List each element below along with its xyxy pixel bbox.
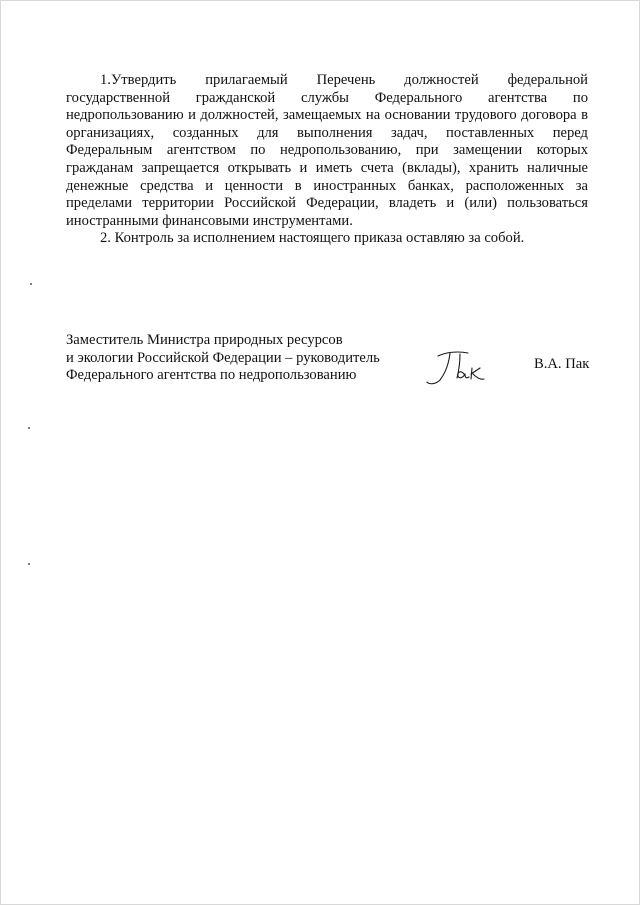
scan-artifact-dot bbox=[28, 427, 30, 429]
signer-title-line-2: и экологии Российской Федерации – руководитель bbox=[66, 349, 380, 366]
signer-name: В.А. Пак bbox=[534, 356, 590, 372]
paragraph-control: 2. Контроль за исполнением настоящего приказа оставляю за собой. bbox=[100, 230, 525, 247]
paragraph-approve-list: 1.Утвердить прилагаемый Перечень должностей федеральной государственной гражданской службы Федерального агентства по недропользованию и должностей, замещаемых на основании трудового договора в организациях, созданных для выполнения задач, поставленных перед Федеральным агентством по недропользованию, при замещении которых гражданам запрещается открывать и иметь счета (вклады), хранить наличные денежные средства и ценности в иностранных банках, расположенных за пределами территории Российской Федерации, владеть и (или) пользоваться иностранными финансовыми инструментами. bbox=[66, 72, 588, 229]
scan-artifact-dot bbox=[30, 283, 32, 285]
signer-title bbox=[66, 332, 380, 385]
handwritten-signature bbox=[424, 348, 490, 388]
signer-title-line-3: Федерального агентства по недропользованию bbox=[66, 367, 357, 384]
scan-artifact-dot bbox=[28, 563, 30, 565]
signer-title-line-1: Заместитель Министра природных ресурсов bbox=[66, 332, 343, 348]
signature-block bbox=[66, 332, 588, 392]
document-body bbox=[66, 72, 588, 248]
